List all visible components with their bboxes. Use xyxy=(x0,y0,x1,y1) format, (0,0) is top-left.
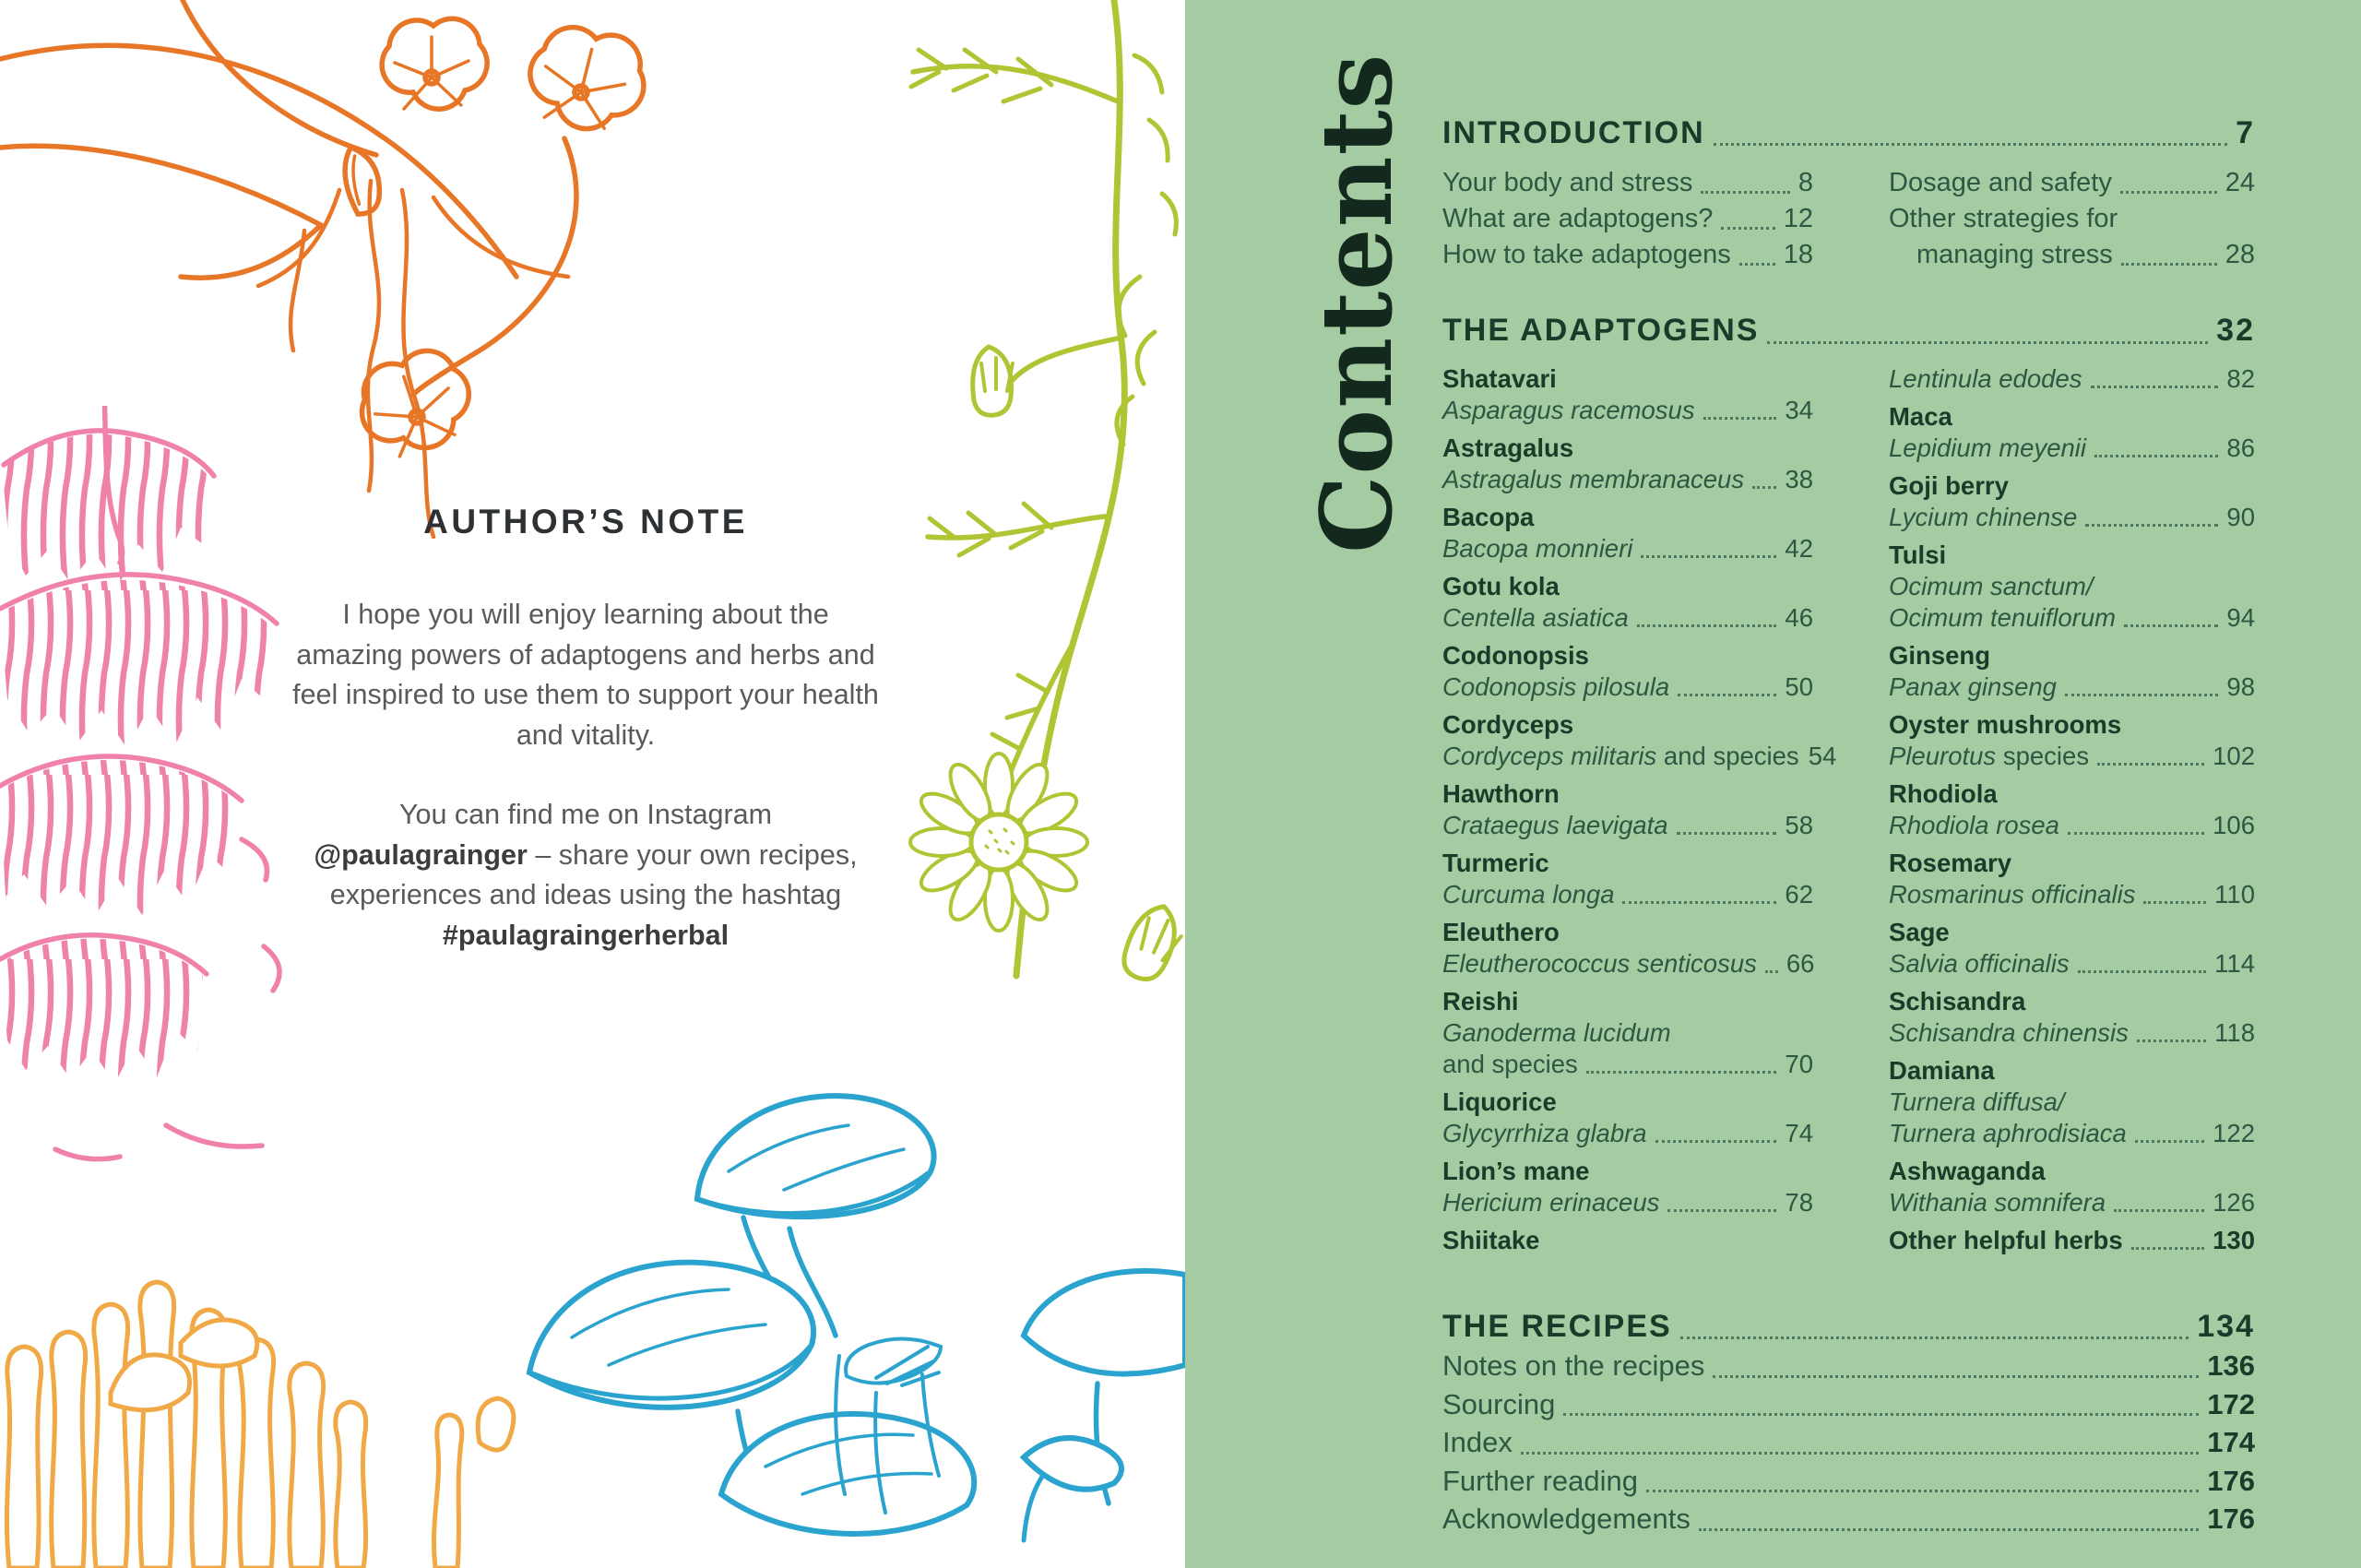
toc-label: Codonopsis pilosula xyxy=(1442,672,1670,701)
dotted-leader xyxy=(2065,671,2218,703)
toc-label: Crataegus laevigata xyxy=(1442,811,1668,839)
page-number: 24 xyxy=(2225,168,2255,197)
toc-label: Astragalus membranaceus xyxy=(1442,465,1745,493)
leader-space xyxy=(1799,741,1809,772)
page-number: 134 xyxy=(2197,1309,2255,1344)
dotted-leader xyxy=(2091,363,2219,395)
toc-row xyxy=(1442,1087,1813,1118)
dotted-leader xyxy=(2124,602,2218,634)
toc-label: Other strategies for xyxy=(1889,204,2118,233)
dotted-leader xyxy=(2078,948,2207,980)
toc-label: Bacopa xyxy=(1442,503,1535,531)
adaptogens-left-column xyxy=(1442,363,1837,1256)
toc-label: How to take adaptogens xyxy=(1442,240,1731,269)
toc-label: Rhodiola rosea xyxy=(1889,811,2059,839)
toc-label: Rhodiola xyxy=(1889,779,1998,808)
dotted-leader xyxy=(2094,433,2218,464)
oyster-mushrooms-illustration xyxy=(507,1061,1185,1568)
toc-label: Eleuthero xyxy=(1442,918,1560,946)
toc-row xyxy=(1442,363,1813,395)
page-number: 46 xyxy=(1785,603,1813,632)
toc-label: Lentinula edodes xyxy=(1889,364,2082,393)
page-number: 172 xyxy=(2207,1387,2255,1420)
page-number: 102 xyxy=(2213,742,2255,770)
toc-row xyxy=(1889,201,2255,237)
dotted-leader xyxy=(2135,1118,2204,1149)
toc-label: Schisandra xyxy=(1889,987,2026,1016)
dotted-leader xyxy=(2143,879,2206,910)
toc-row xyxy=(1442,237,1813,273)
dotted-leader xyxy=(1680,1306,2189,1347)
page-number: 90 xyxy=(2226,503,2255,531)
chamomile-illustration xyxy=(858,0,1185,1033)
dotted-leader xyxy=(2068,810,2204,841)
author-note-paragraph-2: You can find me on Instagram @paulagrainger – share your own recipes, experiences and ideas using the hashtag #paulagraingerherbal xyxy=(314,799,858,951)
toc-label: Glycyrrhiza glabra xyxy=(1442,1119,1647,1147)
dotted-leader xyxy=(2085,502,2218,533)
toc-label: Index xyxy=(1442,1426,1513,1458)
toc-row xyxy=(1889,917,2255,948)
toc-row xyxy=(1889,571,2255,602)
toc-row xyxy=(1889,165,2255,201)
page-number: 12 xyxy=(1783,204,1813,233)
toc-row xyxy=(1442,1156,1813,1187)
dotted-leader xyxy=(1563,1385,2199,1424)
page-number: 174 xyxy=(2207,1426,2255,1458)
dotted-leader xyxy=(1641,533,1776,564)
toc-label: Maca xyxy=(1889,402,1952,431)
toc-row xyxy=(1442,917,1813,948)
toc-row xyxy=(1442,1347,2255,1385)
toc-row xyxy=(1889,540,2255,571)
dotted-leader xyxy=(1586,1049,1777,1080)
toc-row xyxy=(1442,879,1813,910)
toc-label: Rosemary xyxy=(1889,849,2011,877)
toc-row xyxy=(1442,778,1813,810)
toc-label: Goji berry xyxy=(1889,471,2009,500)
page-number: 74 xyxy=(1785,1119,1813,1147)
page-number: 98 xyxy=(2226,672,2255,701)
page-number: 8 xyxy=(1797,168,1813,197)
page-number: 18 xyxy=(1783,240,1813,269)
introduction-left-column xyxy=(1442,165,1813,273)
toc-label: Gotu kola xyxy=(1442,572,1560,600)
section-title: THE RECIPES xyxy=(1442,1309,1672,1344)
dotted-leader xyxy=(2114,1187,2204,1218)
page-number: 94 xyxy=(2226,603,2255,632)
toc-label: Sourcing xyxy=(1442,1387,1556,1420)
dotted-leader xyxy=(1739,237,1775,273)
toc-label: Damiana xyxy=(1889,1056,1995,1085)
toc-row xyxy=(1442,533,1813,564)
toc-row xyxy=(1442,948,1813,980)
toc-label: Ashwaganda xyxy=(1889,1157,2046,1185)
recipes-rows xyxy=(1442,1347,2255,1538)
toc-row xyxy=(1442,1385,2255,1424)
toc-label: Lycium chinense xyxy=(1889,503,2078,531)
page-number: 50 xyxy=(1785,672,1813,701)
toc-label: Notes on the recipes xyxy=(1442,1349,1705,1382)
toc-label: Tulsi xyxy=(1889,540,1947,569)
toc-label: Turnera aphrodisiaca xyxy=(1889,1119,2127,1147)
toc-row xyxy=(1442,640,1813,671)
toc-label: Ginseng xyxy=(1889,641,1991,670)
dotted-leader xyxy=(1752,464,1776,495)
toc-row xyxy=(1889,363,2255,395)
toc-label: Panax ginseng xyxy=(1889,672,2057,701)
page-number: 28 xyxy=(2225,240,2255,269)
toc-label: Salvia officinalis xyxy=(1889,949,2070,978)
toc-label: Lion’s mane xyxy=(1442,1157,1590,1185)
page-number: 7 xyxy=(2236,115,2255,150)
dotted-leader xyxy=(1699,1500,2199,1538)
page-number: 86 xyxy=(2226,434,2255,462)
toc-label: Dosage and safety xyxy=(1889,168,2112,197)
section-title: INTRODUCTION xyxy=(1442,115,1705,150)
toc-row xyxy=(1889,640,2255,671)
dotted-leader xyxy=(1622,879,1776,910)
toc-row xyxy=(1889,1156,2255,1187)
dotted-leader xyxy=(1637,602,1777,634)
page-number: 58 xyxy=(1785,811,1813,839)
page-number: 42 xyxy=(1785,534,1813,563)
section-heading-recipes xyxy=(1442,1306,2255,1347)
toc-row xyxy=(1889,778,2255,810)
toc-row xyxy=(1889,602,2255,634)
toc-row xyxy=(1889,433,2255,464)
toc-row xyxy=(1442,1423,2255,1462)
toc-row xyxy=(1442,1017,1813,1049)
page-number: 136 xyxy=(2207,1349,2255,1382)
toc-label: Ganoderma lucidum xyxy=(1442,1018,1671,1047)
toc-label: Liquorice xyxy=(1442,1087,1557,1116)
page-number: 66 xyxy=(1786,949,1815,978)
toc-label: Asparagus racemosus xyxy=(1442,396,1695,424)
toc-label: Ocimum sanctum/ xyxy=(1889,572,2094,600)
toc-row xyxy=(1889,1187,2255,1218)
page-number: 78 xyxy=(1785,1188,1813,1217)
toc-row xyxy=(1442,741,1837,772)
toc-row xyxy=(1889,671,2255,703)
toc-row xyxy=(1442,502,1813,533)
toc-label: Codonopsis xyxy=(1442,641,1589,670)
toc-label: Cordyceps militaris and species xyxy=(1442,742,1799,770)
toc-label: Shiitake xyxy=(1442,1226,1540,1254)
toc-label: Schisandra chinensis xyxy=(1889,1018,2129,1047)
page-number: 122 xyxy=(2213,1119,2255,1147)
toc-label: Bacopa monnieri xyxy=(1442,534,1633,563)
toc-row xyxy=(1442,395,1813,426)
author-note xyxy=(291,503,881,995)
toc-row xyxy=(1889,470,2255,502)
toc-label: Hawthorn xyxy=(1442,779,1560,808)
page-number: 106 xyxy=(2213,811,2255,839)
contents-page xyxy=(1185,0,2361,1568)
toc-label: Ocimum tenuiflorum xyxy=(1889,603,2117,632)
toc-row xyxy=(1889,948,2255,980)
toc-row xyxy=(1889,810,2255,841)
dotted-leader xyxy=(1714,113,2227,153)
toc-label: Reishi xyxy=(1442,987,1519,1016)
page-number: 176 xyxy=(2207,1464,2255,1497)
toc-row xyxy=(1442,1187,1813,1218)
toc-row xyxy=(1889,401,2255,433)
dotted-leader xyxy=(1721,201,1774,237)
dotted-leader xyxy=(1677,810,1777,841)
toc-label: Pleurotus species xyxy=(1889,742,2090,770)
toc-row xyxy=(1889,1017,2255,1049)
toc-row xyxy=(1889,709,2255,741)
toc-label: Cordyceps xyxy=(1442,710,1574,739)
page-number: 82 xyxy=(2226,364,2255,393)
dotted-leader xyxy=(1667,1187,1776,1218)
toc-row xyxy=(1442,709,1813,741)
toc-label: Oyster mushrooms xyxy=(1889,710,2122,739)
toc-row xyxy=(1442,1462,2255,1501)
section-heading-introduction xyxy=(1442,113,2255,153)
page-number: 110 xyxy=(2214,880,2255,909)
page-number: 54 xyxy=(1808,742,1837,770)
toc-row xyxy=(1442,433,1813,464)
toc-row xyxy=(1442,165,1813,201)
toc-row xyxy=(1889,1087,2255,1118)
toc-row xyxy=(1442,1049,1813,1080)
adaptogens-right-column xyxy=(1889,363,2255,1256)
toc-label: Withania somnifera xyxy=(1889,1188,2106,1217)
introduction-right-column xyxy=(1889,165,2255,273)
toc-row xyxy=(1442,201,1813,237)
adaptogens-columns xyxy=(1442,363,2255,1256)
dotted-leader xyxy=(1767,310,2208,350)
dotted-leader xyxy=(1678,671,1776,703)
dotted-leader xyxy=(2121,237,2217,273)
toc-row xyxy=(1889,848,2255,879)
toc-row xyxy=(1442,671,1813,703)
contents-page-title: Contents xyxy=(1299,53,1414,553)
page-number: 62 xyxy=(1785,880,1813,909)
section-heading-adaptogens xyxy=(1442,310,2255,350)
dotted-leader xyxy=(1521,1423,2199,1462)
lions-mane-illustration xyxy=(0,406,314,1181)
dotted-leader xyxy=(1703,395,1777,426)
toc-row xyxy=(1889,1225,2255,1256)
dotted-leader xyxy=(1713,1347,2199,1385)
toc-label: Sage xyxy=(1889,918,1950,946)
toc-label: Further reading xyxy=(1442,1464,1638,1497)
dotted-leader xyxy=(2097,741,2204,772)
toc-label: What are adaptogens? xyxy=(1442,204,1714,233)
author-note-heading: AUTHOR’S NOTE xyxy=(423,503,748,540)
toc-row xyxy=(1889,237,2255,273)
toc-row xyxy=(1442,1500,2255,1538)
toc-row xyxy=(1889,1118,2255,1149)
dotted-leader xyxy=(1701,165,1789,201)
toc-label: Lepidium meyenii xyxy=(1889,434,2086,462)
page-number: 32 xyxy=(2216,313,2255,348)
toc-label: and species xyxy=(1442,1050,1578,1078)
toc-label: Your body and stress xyxy=(1442,168,1693,197)
toc-label: Curcuma longa xyxy=(1442,880,1615,909)
dotted-leader xyxy=(1655,1118,1777,1149)
toc-row xyxy=(1442,986,1813,1017)
toc-row xyxy=(1889,1055,2255,1087)
page-number: 38 xyxy=(1785,465,1813,493)
toc-label: managing stress xyxy=(1916,240,2113,269)
toc-row xyxy=(1889,986,2255,1017)
toc-row xyxy=(1442,602,1813,634)
cordyceps-illustration xyxy=(0,1195,516,1568)
page-number: 126 xyxy=(2213,1188,2255,1217)
toc-label: Turnera diffusa/ xyxy=(1889,1087,2065,1116)
dotted-leader xyxy=(1646,1462,2199,1501)
toc-row xyxy=(1442,848,1813,879)
toc-label: Astragalus xyxy=(1442,434,1574,462)
introduction-columns xyxy=(1442,165,2255,273)
dotted-leader xyxy=(2131,1225,2204,1256)
toc-label: Centella asiatica xyxy=(1442,603,1629,632)
toc-row xyxy=(1442,571,1813,602)
page-number: 34 xyxy=(1785,396,1813,424)
toc-row xyxy=(1442,1225,1813,1256)
toc-row xyxy=(1889,741,2255,772)
toc-label: Turmeric xyxy=(1442,849,1549,877)
page-number: 176 xyxy=(2207,1503,2255,1535)
toc-row xyxy=(1889,502,2255,533)
toc-label: Hericium erinaceus xyxy=(1442,1188,1660,1217)
toc-row xyxy=(1442,810,1813,841)
toc-label: Shatavari xyxy=(1442,364,1557,393)
page-number: 70 xyxy=(1785,1050,1813,1078)
dotted-leader xyxy=(2137,1017,2206,1049)
table-of-contents xyxy=(1442,113,2255,1538)
toc-label: Other helpful herbs xyxy=(1889,1226,2123,1254)
toc-label: Rosmarinus officinalis xyxy=(1889,880,2136,909)
toc-row xyxy=(1442,1118,1813,1149)
toc-row xyxy=(1889,879,2255,910)
dotted-leader xyxy=(2120,165,2217,201)
dotted-leader xyxy=(1765,948,1778,980)
toc-label: Acknowledgements xyxy=(1442,1503,1691,1535)
author-note-paragraph-1: I hope you will enjoy learning about the amazing powers of adaptogens and herbs and feel inspired to use them to support your health and vitality. xyxy=(292,599,879,751)
page-number: 118 xyxy=(2214,1018,2255,1047)
page-number: 114 xyxy=(2214,949,2255,978)
section-title: THE ADAPTOGENS xyxy=(1442,313,1760,348)
page-number: 130 xyxy=(2213,1226,2255,1254)
toc-label: Eleutherococcus senticosus xyxy=(1442,949,1757,978)
toc-row xyxy=(1442,464,1813,495)
